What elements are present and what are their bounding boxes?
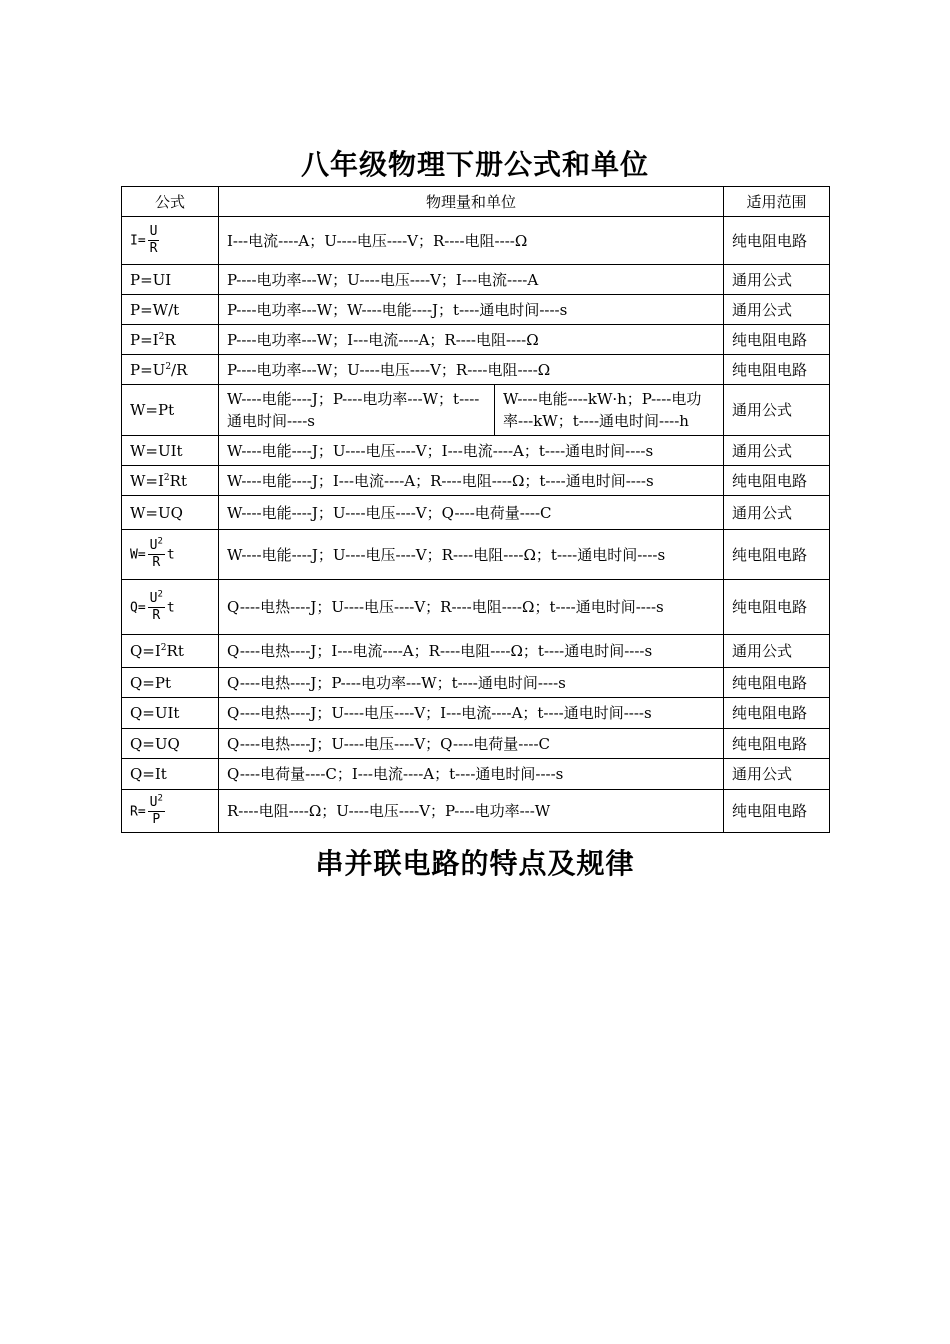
quantity-cell: W----电能----J；U----电压----V；R----电阻----Ω；t----通电时间----s: [219, 530, 724, 580]
quantity-cell: W----电能----J；I---电流----A；R----电阻----Ω；t----通电时间----s: [219, 466, 724, 496]
quantity-cell: R----电阻----Ω；U----电压----V；P----电功率---W: [219, 790, 724, 833]
table-row: [122, 698, 830, 729]
formula-cell: $P=I^2R$: [122, 325, 219, 355]
fraction: $\frac{U^2}{P}$: [149, 793, 163, 827]
scope-cell: 通用公式: [724, 635, 830, 668]
scope-cell: 纯电阻电路: [724, 355, 830, 385]
scope-cell: 通用公式: [724, 385, 830, 436]
table-row: [122, 436, 830, 466]
scope-cell: 纯电阻电路: [724, 729, 830, 759]
fraction: $\frac{U}{R}$: [149, 224, 158, 256]
fraction: $\frac{U^2}{R}$: [149, 536, 163, 570]
header-quantity: 物理量和单位: [219, 187, 724, 217]
table-row: [122, 759, 830, 790]
table-row: [122, 496, 830, 530]
scope-cell: 纯电阻电路: [724, 668, 830, 698]
quantity-cell: P----电功率---W；U----电压----V；I---电流----A: [219, 265, 724, 295]
table-row: [122, 530, 830, 580]
table-row: [122, 635, 830, 668]
quantity-cell: P----电功率---W；W----电能----J；t----通电时间----s: [219, 295, 724, 325]
quantity-cell: W----电能----J；U----电压----V；Q----电荷量----C: [219, 496, 724, 530]
quantity-cell-si: W----电能----J；P----电功率---W；t----通电时间----s: [219, 385, 495, 436]
formula-cell: W=UIt: [122, 436, 219, 466]
scope-cell: 通用公式: [724, 496, 830, 530]
formula-table: [121, 186, 830, 833]
formula-cell: R= $\frac{U^2}{P}$: [122, 790, 219, 833]
scope-cell: 纯电阻电路: [724, 698, 830, 729]
header-scope: 适用范围: [724, 187, 830, 217]
formula-cell: $Q=I^2Rt$: [122, 635, 219, 668]
quantity-cell: Q----电热----J；U----电压----V；Q----电荷量----C: [219, 729, 724, 759]
table-row: [122, 325, 830, 355]
quantity-cell: I---电流----A；U----电压----V；R----电阻----Ω: [219, 217, 724, 265]
formula-cell: Q=UIt: [122, 698, 219, 729]
fraction: $\frac{U^2}{R}$: [149, 589, 163, 623]
formula-cell: Q= $\frac{U^2}{R}$ t: [122, 580, 219, 635]
scope-cell: 通用公式: [724, 436, 830, 466]
quantity-cell: Q----电热----J；U----电压----V；I---电流----A；t----通电时间----s: [219, 698, 724, 729]
formula-cell: Q=Pt: [122, 668, 219, 698]
scope-cell: 通用公式: [724, 759, 830, 790]
formula-cell: P=UI: [122, 265, 219, 295]
quantity-cell: Q----电荷量----C；I---电流----A；t----通电时间----s: [219, 759, 724, 790]
table-header-row: [122, 187, 830, 217]
formula-cell: P=W/t: [122, 295, 219, 325]
quantity-cell-kwh: W----电能----kW·h；P----电功率---kW；t----通电时间----h: [495, 385, 724, 436]
formula-cell: $P=U^2/R$: [122, 355, 219, 385]
table-row: [122, 355, 830, 385]
table-row: [122, 385, 830, 436]
table-row: [122, 580, 830, 635]
table-row: [122, 466, 830, 496]
scope-cell: 纯电阻电路: [724, 580, 830, 635]
formula-cell: W=UQ: [122, 496, 219, 530]
scope-cell: 纯电阻电路: [724, 530, 830, 580]
table-row: [122, 265, 830, 295]
formula-cell: I= $\frac{U}{R}$: [122, 217, 219, 265]
table-row: [122, 729, 830, 759]
formula-cell: Q=UQ: [122, 729, 219, 759]
page-title: 八年级物理下册公式和单位: [300, 148, 649, 181]
scope-cell: 通用公式: [724, 295, 830, 325]
formula-cell: W=Pt: [122, 385, 219, 436]
scope-cell: 纯电阻电路: [724, 466, 830, 496]
quantity-cell: P----电功率---W；I---电流----A；R----电阻----Ω: [219, 325, 724, 355]
formula-cell: W= $\frac{U^2}{R}$ t: [122, 530, 219, 580]
quantity-cell: Q----电热----J；I---电流----A；R----电阻----Ω；t----通电时间----s: [219, 635, 724, 668]
scope-cell: 纯电阻电路: [724, 325, 830, 355]
quantity-cell: P----电功率---W；U----电压----V；R----电阻----Ω: [219, 355, 724, 385]
quantity-cell: W----电能----J；U----电压----V；I---电流----A；t----通电时间----s: [219, 436, 724, 466]
formula-cell: Q=It: [122, 759, 219, 790]
table-row: [122, 790, 830, 833]
scope-cell: 通用公式: [724, 265, 830, 295]
quantity-cell: Q----电热----J；P----电功率---W；t----通电时间----s: [219, 668, 724, 698]
section-title: 串并联电路的特点及规律: [315, 847, 635, 880]
table-row: [122, 217, 830, 265]
table-row: [122, 295, 830, 325]
table-row: [122, 668, 830, 698]
quantity-cell: Q----电热----J；U----电压----V；R----电阻----Ω；t----通电时间----s: [219, 580, 724, 635]
formula-cell: $W=I^2Rt$: [122, 466, 219, 496]
scope-cell: 纯电阻电路: [724, 790, 830, 833]
header-formula: 公式: [122, 187, 219, 217]
scope-cell: 纯电阻电路: [724, 217, 830, 265]
